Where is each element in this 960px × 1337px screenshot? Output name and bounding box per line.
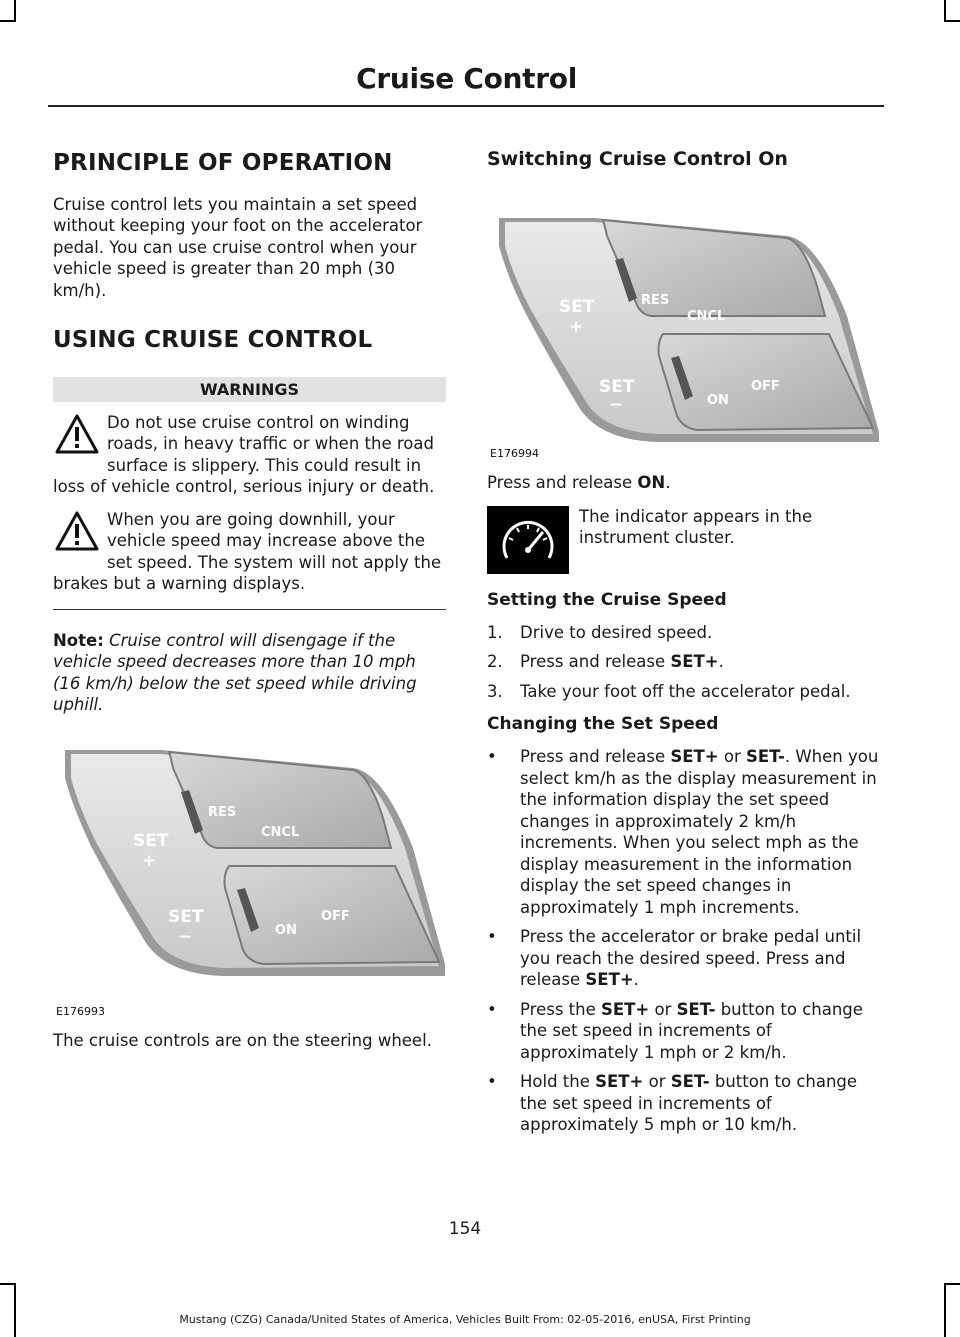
figure-label: E176994 [490,447,539,460]
right-column [487,140,880,1148]
press-on-paragraph [487,472,880,494]
warning-text: Do not use cruise control on winding roads, in heavy traffic or when the road surface is slippery. This could result in loss of vehicle control, serious injury or death. [53,412,435,497]
page-title: Cruise Control [356,62,577,95]
bullet-marker: • [487,747,497,766]
heading-switching-on: Switching Cruise Control On [487,148,788,170]
warnings-divider [53,609,446,610]
bullet-text: Hold the [520,1072,596,1091]
bullet-text: . When you select km/h as the display measurement in the information display the set speed changes in approximately 2 km/h increments. When you select mph as the display measurement in the information display the set speed changes in approximately 1 mph increments. [520,747,879,917]
bullet-text: or [643,1072,671,1091]
on-key: ON [637,473,666,492]
steering-wheel-buttons-illustration [53,728,446,1018]
crop-mark [944,1283,960,1285]
set-plus-key: SET+ [601,999,650,1019]
set-plus-key: SET+ [585,970,634,989]
warning-item [53,412,446,498]
bullet-text: or [649,999,677,1019]
list-item [487,1071,880,1136]
list-item [487,681,880,703]
minus-label: − [609,395,624,415]
list-item [487,651,880,673]
bullet-marker: • [487,927,497,946]
set-minus-label: SET [168,906,204,927]
set-minus-key: SET- [676,999,716,1019]
step-number: 2. [487,652,503,671]
set-plus-label: SET [133,830,169,851]
crop-mark [14,1283,16,1337]
set-plus-key: SET+ [670,747,719,766]
warning-triangle-icon [53,509,101,553]
crop-mark [0,20,16,22]
figure-caption: The cruise controls are on the steering wheel. [53,1030,432,1050]
set-plus-key: SET+ [595,1072,644,1091]
step-number: 1. [487,622,503,642]
bullet-marker: • [487,1072,497,1091]
press-on-suffix: . [665,473,671,492]
setting-steps-list [487,622,880,703]
set-minus-key: SET- [746,747,785,766]
list-item [487,926,880,991]
res-label: RES [641,293,670,308]
indicator-row [487,506,880,574]
on-label: ON [707,393,729,408]
bullet-text: button to change the set speed in increments of approximately 1 mph or 2 km/h. [520,999,863,1062]
off-label: OFF [321,908,350,924]
warning-text: When you are going downhill, your vehicle speed may increase above the set speed. The system will not apply the brakes but a warning displays. [53,509,442,594]
crop-mark [0,1283,16,1285]
steering-wheel-buttons-illustration [487,184,880,460]
list-item [487,999,880,1064]
bullet-marker: • [487,999,497,1019]
speedometer-indicator-icon [487,506,569,574]
note-label: Note: [53,630,104,650]
set-minus-key: SET- [670,1072,710,1091]
cncl-label: CNCL [687,309,726,324]
warning-item [53,509,446,595]
bullet-text: Press and release [520,747,671,766]
left-column [53,140,446,1063]
plus-label: + [142,850,157,871]
heading-using: USING CRUISE CONTROL [53,327,373,354]
page-number: 154 [448,1219,482,1239]
paragraph-principle: Cruise control lets you maintain a set speed without keeping your foot on the accelerator pedal. You can use cruise control when your vehicle speed is greater than 20 mph (30 km/h). [53,194,423,300]
set-plus-key: SET+ [670,652,719,671]
step-text: Drive to desired speed. [520,622,713,642]
step-number: 3. [487,681,503,701]
note-paragraph [53,630,446,716]
heading-changing-speed: Changing the Set Speed [487,714,719,734]
crop-mark [944,1283,946,1337]
cruise-controls-figure [53,728,446,1018]
minus-label: − [178,926,193,947]
bullet-text: button to change the set speed in increments of approximately 5 mph or 10 km/h. [520,1072,858,1134]
crop-mark [944,20,960,22]
crop-mark [14,0,16,22]
res-label: RES [208,804,237,820]
cncl-label: CNCL [261,824,300,840]
step-text: Take your foot off the accelerator pedal. [520,681,851,701]
heading-principle: PRINCIPLE OF OPERATION [53,150,393,176]
warning-triangle-icon [53,412,101,456]
heading-setting-speed: Setting the Cruise Speed [487,589,727,610]
indicator-text: The indicator appears in the instrument cluster. [579,506,813,547]
list-item [487,746,880,918]
list-item [487,622,880,644]
plus-label: + [569,317,584,337]
bullet-text: . [633,970,639,989]
on-label: ON [275,922,297,938]
bullet-text: Press the accelerator or brake pedal until you reach the desired speed. Press and release [520,927,862,989]
bullet-text: Press the [520,999,601,1019]
cruise-controls-on-figure [487,184,880,460]
set-plus-label: SET [559,297,595,317]
warnings-heading: WARNINGS [53,377,446,402]
figure-label: E176993 [56,1004,105,1018]
changing-bullets-list [487,746,880,1136]
bullet-text: or [718,747,746,766]
page-footer: Mustang (CZG) Canada/United States of America, Vehicles Built From: 02-05-2016, enUSA, First Printing [179,1313,751,1326]
note-text: Cruise control will disengage if the vehicle speed decreases more than 10 mph (16 km/h) below the set speed while driving uphill. [53,630,417,715]
header-divider [48,105,884,107]
step-text: Press and release [520,652,671,671]
crop-mark [944,0,946,22]
set-minus-label: SET [599,377,635,397]
press-on-prefix: Press and release [487,473,638,492]
step-text: . [718,652,724,671]
off-label: OFF [751,379,780,394]
